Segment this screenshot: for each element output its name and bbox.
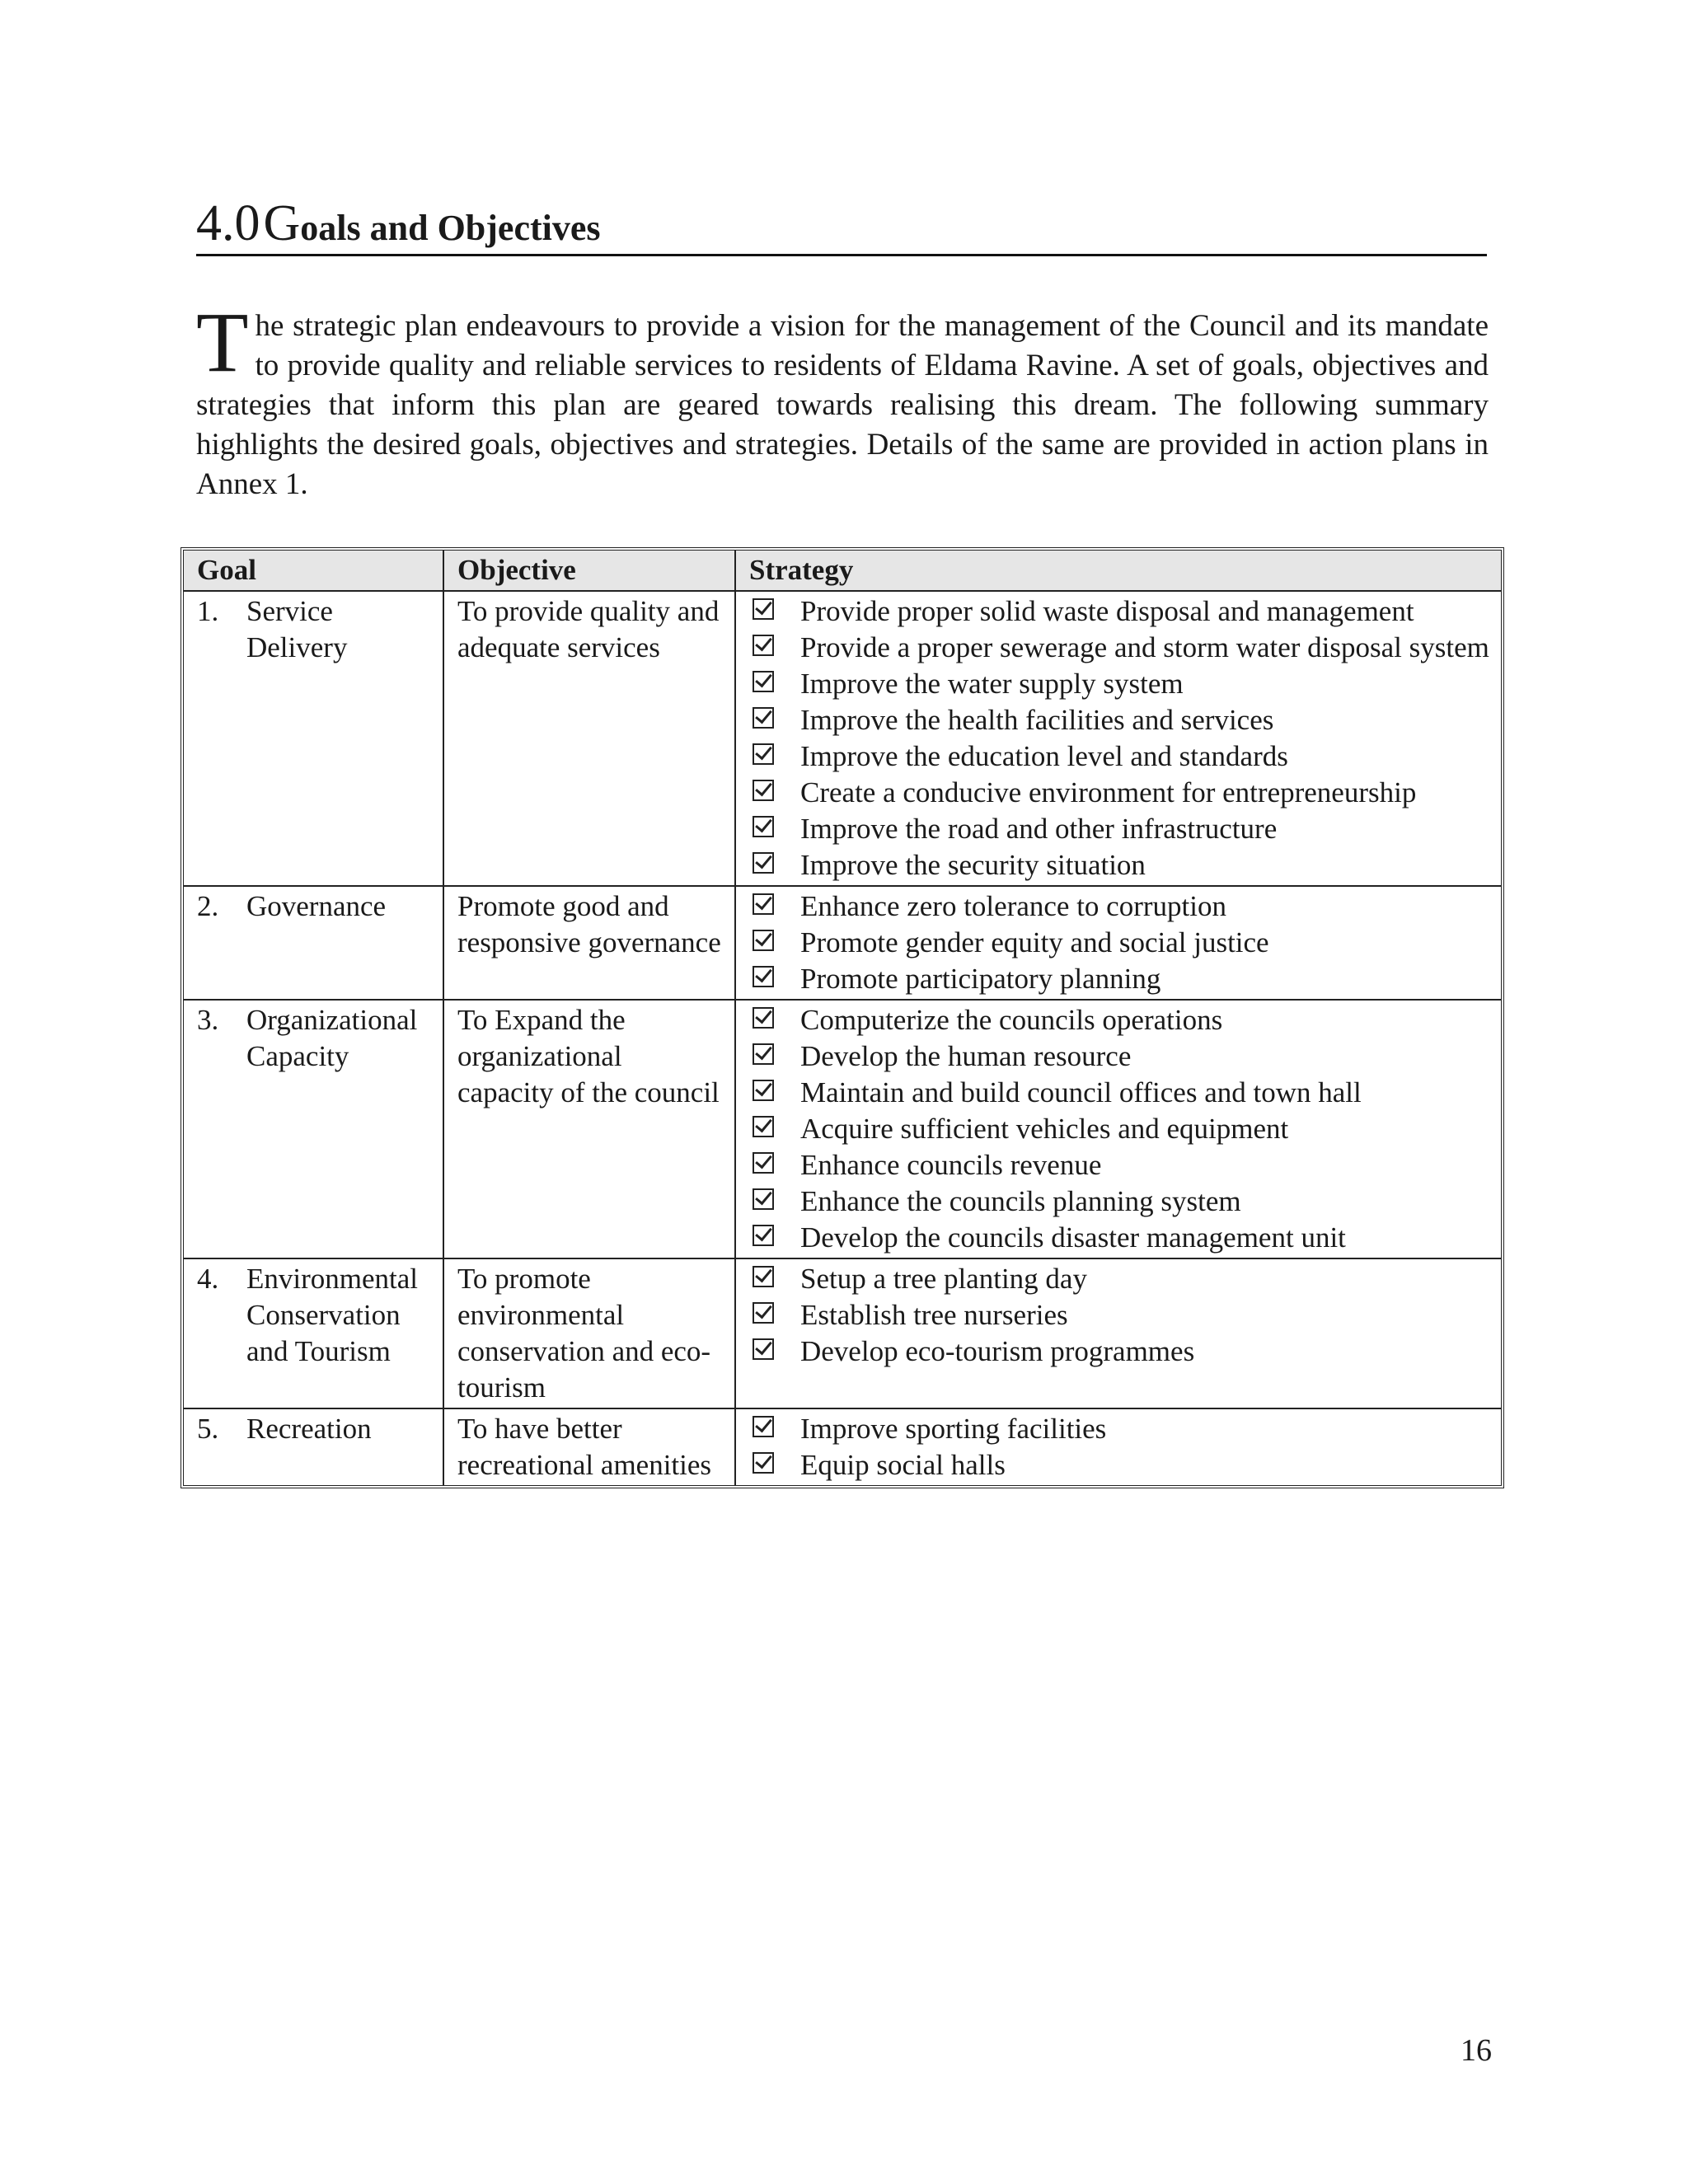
strategy-text: Improve the water supply system bbox=[800, 668, 1184, 700]
checkbox-checked-icon bbox=[753, 1266, 774, 1287]
checkbox-checked-icon bbox=[753, 598, 774, 620]
page-number: 16 bbox=[1461, 2033, 1492, 2068]
strategy-item bbox=[749, 1002, 1489, 1038]
checkbox-checked-icon bbox=[753, 707, 774, 729]
strategy-list bbox=[749, 593, 1489, 883]
strategy-list bbox=[749, 1411, 1489, 1483]
strategy-text: Develop the councils disaster management unit bbox=[800, 1221, 1346, 1254]
strategy-item bbox=[749, 1220, 1489, 1256]
goal-title: Organizational Capacity bbox=[246, 1004, 418, 1072]
heading-rest: oals and Objectives bbox=[300, 208, 601, 248]
checkbox-checked-icon bbox=[753, 1080, 774, 1101]
table-row bbox=[184, 887, 1501, 1001]
header-goal: Goal bbox=[184, 551, 444, 592]
strategy-text: Enhance councils revenue bbox=[800, 1149, 1102, 1181]
strategy-item bbox=[749, 1038, 1489, 1075]
checkbox-checked-icon bbox=[753, 780, 774, 801]
strategy-item bbox=[749, 888, 1489, 925]
checkbox-checked-icon bbox=[753, 743, 774, 765]
checkbox-checked-icon bbox=[753, 1188, 774, 1210]
strategy-item bbox=[749, 847, 1489, 883]
strategy-item bbox=[749, 775, 1489, 811]
goal-cell bbox=[184, 1259, 444, 1409]
checkbox-checked-icon bbox=[753, 816, 774, 837]
strategy-list bbox=[749, 1002, 1489, 1256]
objective-cell: To have better recreational amenities bbox=[444, 1409, 736, 1485]
goal-number: 3. bbox=[197, 1004, 219, 1036]
goal-entry bbox=[197, 1002, 431, 1075]
checkbox-checked-icon bbox=[753, 966, 774, 987]
strategy-item bbox=[749, 738, 1489, 775]
strategy-cell bbox=[736, 592, 1501, 887]
strategy-cell bbox=[736, 1259, 1501, 1409]
strategy-text: Develop eco-tourism programmes bbox=[800, 1335, 1195, 1367]
strategy-text: Maintain and build council offices and town hall bbox=[800, 1076, 1362, 1108]
goal-cell bbox=[184, 887, 444, 1001]
drop-cap: T bbox=[196, 295, 249, 390]
goal-number: 2. bbox=[197, 890, 219, 922]
strategy-item bbox=[749, 1297, 1489, 1333]
checkbox-checked-icon bbox=[753, 930, 774, 951]
strategy-text: Computerize the councils operations bbox=[800, 1004, 1223, 1036]
goal-title: Governance bbox=[246, 890, 387, 922]
table-row bbox=[184, 1001, 1501, 1259]
goal-entry bbox=[197, 1261, 431, 1370]
strategy-text: Improve the education level and standards bbox=[800, 740, 1288, 772]
section-number: 4.0 bbox=[196, 195, 260, 251]
goal-title: Recreation bbox=[246, 1413, 372, 1445]
goal-number: 1. bbox=[197, 595, 219, 627]
strategy-item bbox=[749, 1411, 1489, 1447]
strategy-item bbox=[749, 702, 1489, 738]
header-objective: Objective bbox=[444, 551, 736, 592]
table-row bbox=[184, 1259, 1501, 1409]
strategy-text: Equip social halls bbox=[800, 1449, 1006, 1481]
strategy-text: Provide a proper sewerage and storm water disposal system bbox=[800, 631, 1489, 663]
strategy-text: Improve the health facilities and services bbox=[800, 704, 1274, 736]
strategy-item bbox=[749, 593, 1489, 630]
goal-entry bbox=[197, 888, 431, 925]
intro-paragraph bbox=[196, 295, 1489, 504]
checkbox-checked-icon bbox=[753, 893, 774, 915]
intro-text: he strategic plan endeavours to provide a vision for the management of the Council and its mandate to provide quality and reliable services to residents of Eldama Ravine. A set of goals, objectives and strategies that inform this plan are geared towards realising this dream. The following summary highlights the desired goals, objectives and strategies. Details of the same are provided in action plans in Annex 1. bbox=[196, 309, 1489, 501]
strategy-cell bbox=[736, 1001, 1501, 1259]
checkbox-checked-icon bbox=[753, 1302, 774, 1324]
strategy-list bbox=[749, 1261, 1489, 1370]
checkbox-checked-icon bbox=[753, 1416, 774, 1437]
strategy-item bbox=[749, 1111, 1489, 1147]
strategy-text: Provide proper solid waste disposal and management bbox=[800, 595, 1414, 627]
strategy-item bbox=[749, 1333, 1489, 1370]
strategy-item bbox=[749, 666, 1489, 702]
goal-title: Environmental Conservation and Tourism bbox=[246, 1263, 419, 1367]
goal-entry bbox=[197, 1411, 431, 1447]
checkbox-checked-icon bbox=[753, 1452, 774, 1474]
strategy-cell bbox=[736, 1409, 1501, 1485]
strategy-item bbox=[749, 1447, 1489, 1483]
strategy-item bbox=[749, 811, 1489, 847]
strategy-text: Develop the human resource bbox=[800, 1040, 1132, 1072]
goal-number: 4. bbox=[197, 1263, 219, 1295]
strategy-text: Promote participatory planning bbox=[800, 963, 1161, 995]
checkbox-checked-icon bbox=[753, 1338, 774, 1360]
strategy-cell bbox=[736, 887, 1501, 1001]
goal-cell bbox=[184, 1001, 444, 1259]
checkbox-checked-icon bbox=[753, 671, 774, 692]
strategy-item bbox=[749, 961, 1489, 997]
strategy-item bbox=[749, 630, 1489, 666]
strategy-text: Create a conducive environment for entrepreneurship bbox=[800, 776, 1417, 808]
heading-initial: G bbox=[263, 195, 301, 251]
strategy-item bbox=[749, 1075, 1489, 1111]
strategy-item bbox=[749, 925, 1489, 961]
goals-table bbox=[181, 547, 1504, 1488]
checkbox-checked-icon bbox=[753, 852, 774, 874]
strategy-text: Improve sporting facilities bbox=[800, 1413, 1107, 1445]
checkbox-checked-icon bbox=[753, 1152, 774, 1174]
objective-cell: Promote good and responsive governance bbox=[444, 887, 736, 1001]
strategy-text: Setup a tree planting day bbox=[800, 1263, 1087, 1295]
objective-cell: To Expand the organizational capacity of the council bbox=[444, 1001, 736, 1259]
checkbox-checked-icon bbox=[753, 1116, 774, 1137]
strategy-text: Establish tree nurseries bbox=[800, 1299, 1068, 1331]
objective-cell: To promote environmental conservation and eco-tourism bbox=[444, 1259, 736, 1409]
objective-cell: To provide quality and adequate services bbox=[444, 592, 736, 887]
goal-entry bbox=[197, 593, 431, 666]
goal-number: 5. bbox=[197, 1413, 219, 1445]
strategy-text: Enhance zero tolerance to corruption bbox=[800, 890, 1226, 922]
section-heading bbox=[196, 195, 1487, 256]
checkbox-checked-icon bbox=[753, 635, 774, 656]
checkbox-checked-icon bbox=[753, 1007, 774, 1029]
strategy-text: Improve the road and other infrastructure bbox=[800, 813, 1278, 845]
table-row bbox=[184, 592, 1501, 887]
strategy-list bbox=[749, 888, 1489, 997]
header-strategy: Strategy bbox=[736, 551, 1501, 592]
table-header-row bbox=[184, 551, 1501, 592]
goal-cell bbox=[184, 592, 444, 887]
strategy-text: Enhance the councils planning system bbox=[800, 1185, 1241, 1217]
strategy-text: Improve the security situation bbox=[800, 849, 1146, 881]
strategy-item bbox=[749, 1261, 1489, 1297]
table-row bbox=[184, 1409, 1501, 1485]
strategy-text: Acquire sufficient vehicles and equipment bbox=[800, 1113, 1289, 1145]
goal-title: Service Delivery bbox=[246, 595, 348, 663]
checkbox-checked-icon bbox=[753, 1225, 774, 1246]
strategy-item bbox=[749, 1183, 1489, 1220]
goal-cell bbox=[184, 1409, 444, 1485]
strategy-item bbox=[749, 1147, 1489, 1183]
checkbox-checked-icon bbox=[753, 1043, 774, 1065]
strategy-text: Promote gender equity and social justice bbox=[800, 926, 1269, 958]
